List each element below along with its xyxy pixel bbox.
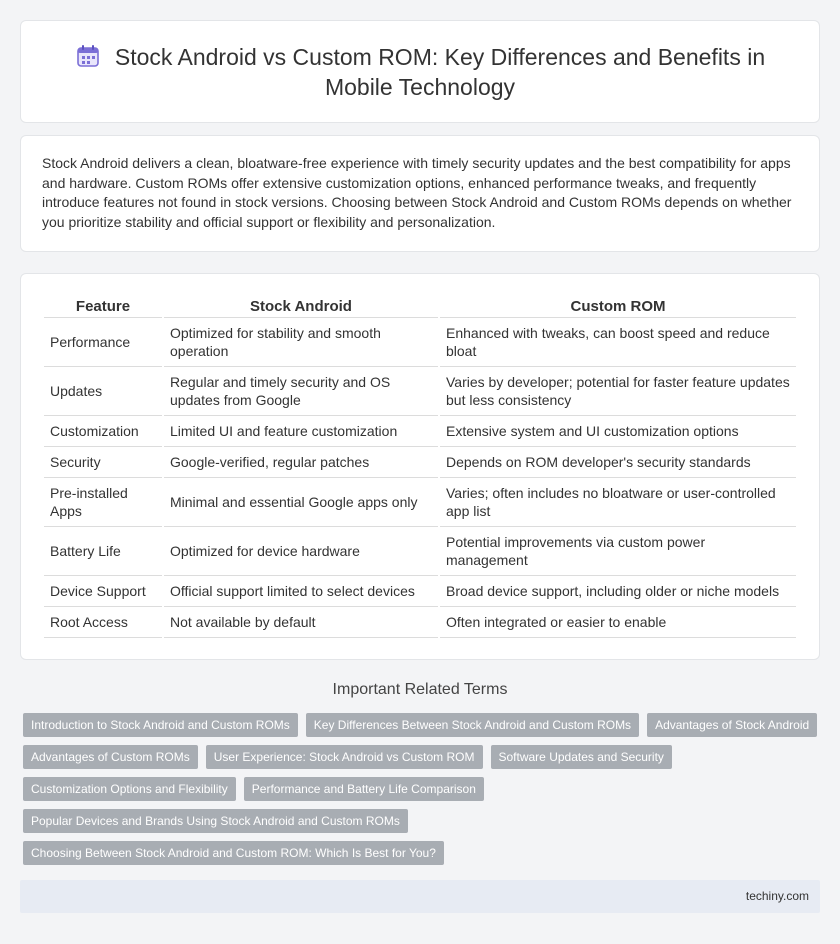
feature-cell: Security (44, 447, 162, 478)
custom-cell: Extensive system and UI customization options (440, 416, 796, 447)
header-card (20, 20, 820, 123)
feature-cell: Pre-installed Apps (44, 478, 162, 527)
stock-cell: Google-verified, regular patches (164, 447, 438, 478)
related-terms-list (23, 713, 823, 873)
header-stock-android: Stock Android (164, 294, 438, 318)
feature-cell: Updates (44, 367, 162, 416)
related-term-chip[interactable]: Advantages of Custom ROMs (23, 745, 198, 769)
related-term-chip[interactable]: Key Differences Between Stock Android and Custom ROMs (306, 713, 639, 737)
chip-row (23, 809, 823, 833)
feature-cell: Performance (44, 318, 162, 367)
intro-paragraph: Stock Android delivers a clean, bloatware-free experience with timely security updates and the best compatibility for apps and hardware. Custom ROMs offer extensive customization options, enhanced performance tweaks, and frequently introduce features not found in stock versions. Choosing between Stock Android and Custom ROMs depends on whether you prioritize stability and official support or flexibility and personalization. (42, 155, 792, 230)
table-row (44, 607, 796, 638)
table-row (44, 447, 796, 478)
related-term-chip[interactable]: Choosing Between Stock Android and Custom ROM: Which Is Best for You? (23, 841, 444, 865)
calendar-icon (75, 43, 101, 69)
custom-cell: Enhanced with tweaks, can boost speed and reduce bloat (440, 318, 796, 367)
comparison-table (42, 294, 798, 638)
table-header-row (44, 294, 796, 318)
footer-bar (20, 880, 820, 913)
comparison-card (20, 273, 820, 660)
related-terms-heading: Important Related Terms (332, 681, 508, 698)
stock-cell: Minimal and essential Google apps only (164, 478, 438, 527)
table-row (44, 576, 796, 607)
chip-row (23, 841, 823, 865)
stock-cell: Not available by default (164, 607, 438, 638)
table-row (44, 367, 796, 416)
related-term-chip[interactable]: Introduction to Stock Android and Custom ROMs (23, 713, 298, 737)
feature-cell: Root Access (44, 607, 162, 638)
stock-cell: Official support limited to select devices (164, 576, 438, 607)
footer-site-link[interactable]: techiny.com (745, 889, 809, 903)
chip-row (23, 777, 823, 801)
table-row (44, 318, 796, 367)
custom-cell: Varies by developer; potential for faster feature updates but less consistency (440, 367, 796, 416)
stock-cell: Optimized for stability and smooth operation (164, 318, 438, 367)
stock-cell: Regular and timely security and OS updates from Google (164, 367, 438, 416)
custom-cell: Depends on ROM developer's security standards (440, 447, 796, 478)
page-title-wrap (61, 42, 779, 102)
related-term-chip[interactable]: Customization Options and Flexibility (23, 777, 236, 801)
intro-card (20, 135, 820, 252)
stock-cell: Limited UI and feature customization (164, 416, 438, 447)
chip-row (23, 745, 823, 769)
related-term-chip[interactable]: Performance and Battery Life Comparison (244, 777, 484, 801)
feature-cell: Customization (44, 416, 162, 447)
custom-cell: Potential improvements via custom power management (440, 527, 796, 576)
feature-cell: Device Support (44, 576, 162, 607)
header-custom-rom: Custom ROM (440, 294, 796, 318)
related-term-chip[interactable]: User Experience: Stock Android vs Custom ROM (206, 745, 483, 769)
chip-row (23, 713, 823, 737)
header-feature: Feature (44, 294, 162, 318)
related-term-chip[interactable]: Software Updates and Security (491, 745, 672, 769)
related-term-chip[interactable]: Advantages of Stock Android (647, 713, 817, 737)
table-row (44, 527, 796, 576)
feature-cell: Battery Life (44, 527, 162, 576)
custom-cell: Broad device support, including older or niche models (440, 576, 796, 607)
stock-cell: Optimized for device hardware (164, 527, 438, 576)
table-row (44, 478, 796, 527)
page-title: Stock Android vs Custom ROM: Key Differences and Benefits in Mobile Technology (114, 44, 766, 100)
custom-cell: Often integrated or easier to enable (440, 607, 796, 638)
custom-cell: Varies; often includes no bloatware or user-controlled app list (440, 478, 796, 527)
related-term-chip[interactable]: Popular Devices and Brands Using Stock Android and Custom ROMs (23, 809, 408, 833)
table-row (44, 416, 796, 447)
